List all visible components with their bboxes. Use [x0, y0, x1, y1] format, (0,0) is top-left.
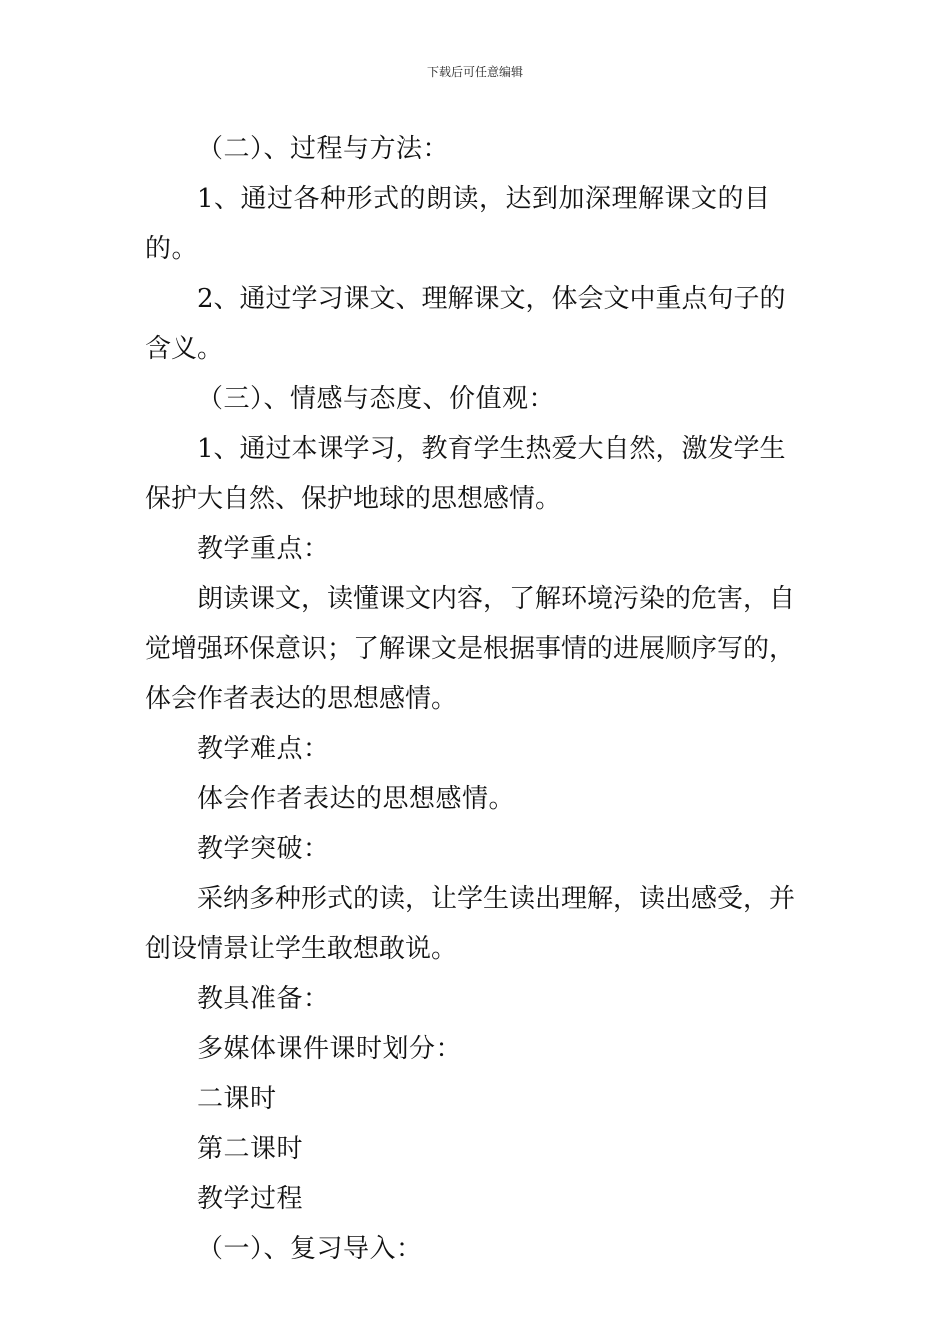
paragraph-difficulties: 体会作者表达的思想感情。: [197, 784, 516, 814]
page-header-note: 下载后可任意编辑: [426, 65, 523, 79]
document-body: [145, 124, 810, 1274]
label-teaching-breakthrough: 教学突破：: [197, 834, 330, 864]
section-heading-emotion-values: （三）、情感与态度、价值观：: [197, 384, 556, 414]
section-heading-review-intro: （一）、复习导入：: [197, 1234, 423, 1264]
section-heading-process-methods: （二）、过程与方法：: [197, 134, 450, 164]
label-teaching-key-points: 教学重点：: [197, 534, 330, 564]
label-teaching-difficulties: 教学难点：: [197, 734, 330, 764]
paragraph-breakthrough: 采纳多种形式的读，让学生读出理解，读出感受，并创设情景让学生敢想敢说。: [145, 884, 796, 964]
paragraph-emotion-1: 1、通过本课学习，教育学生热爱大自然，激发学生保护大自然、保护地球的思想感情。: [145, 434, 786, 514]
paragraph-process-1: 1、通过各种形式的朗读，达到加深理解课文的目的。: [145, 184, 771, 264]
paragraph-two-periods: 二课时: [197, 1084, 277, 1114]
label-teaching-process: 教学过程: [197, 1184, 304, 1214]
label-second-period: 第二课时: [197, 1134, 304, 1164]
paragraph-process-2: 2、通过学习课文、理解课文，体会文中重点句子的含义。: [145, 284, 786, 364]
paragraph-key-points: 朗读课文，读懂课文内容，了解环境污染的危害，自觉增强环保意识；了解课文是根据事情的进展顺序写的，体会作者表达的思想感情。: [145, 584, 796, 714]
label-teaching-aids: 教具准备：: [197, 984, 330, 1014]
paragraph-aids-schedule: 多媒体课件课时划分：: [197, 1034, 463, 1064]
